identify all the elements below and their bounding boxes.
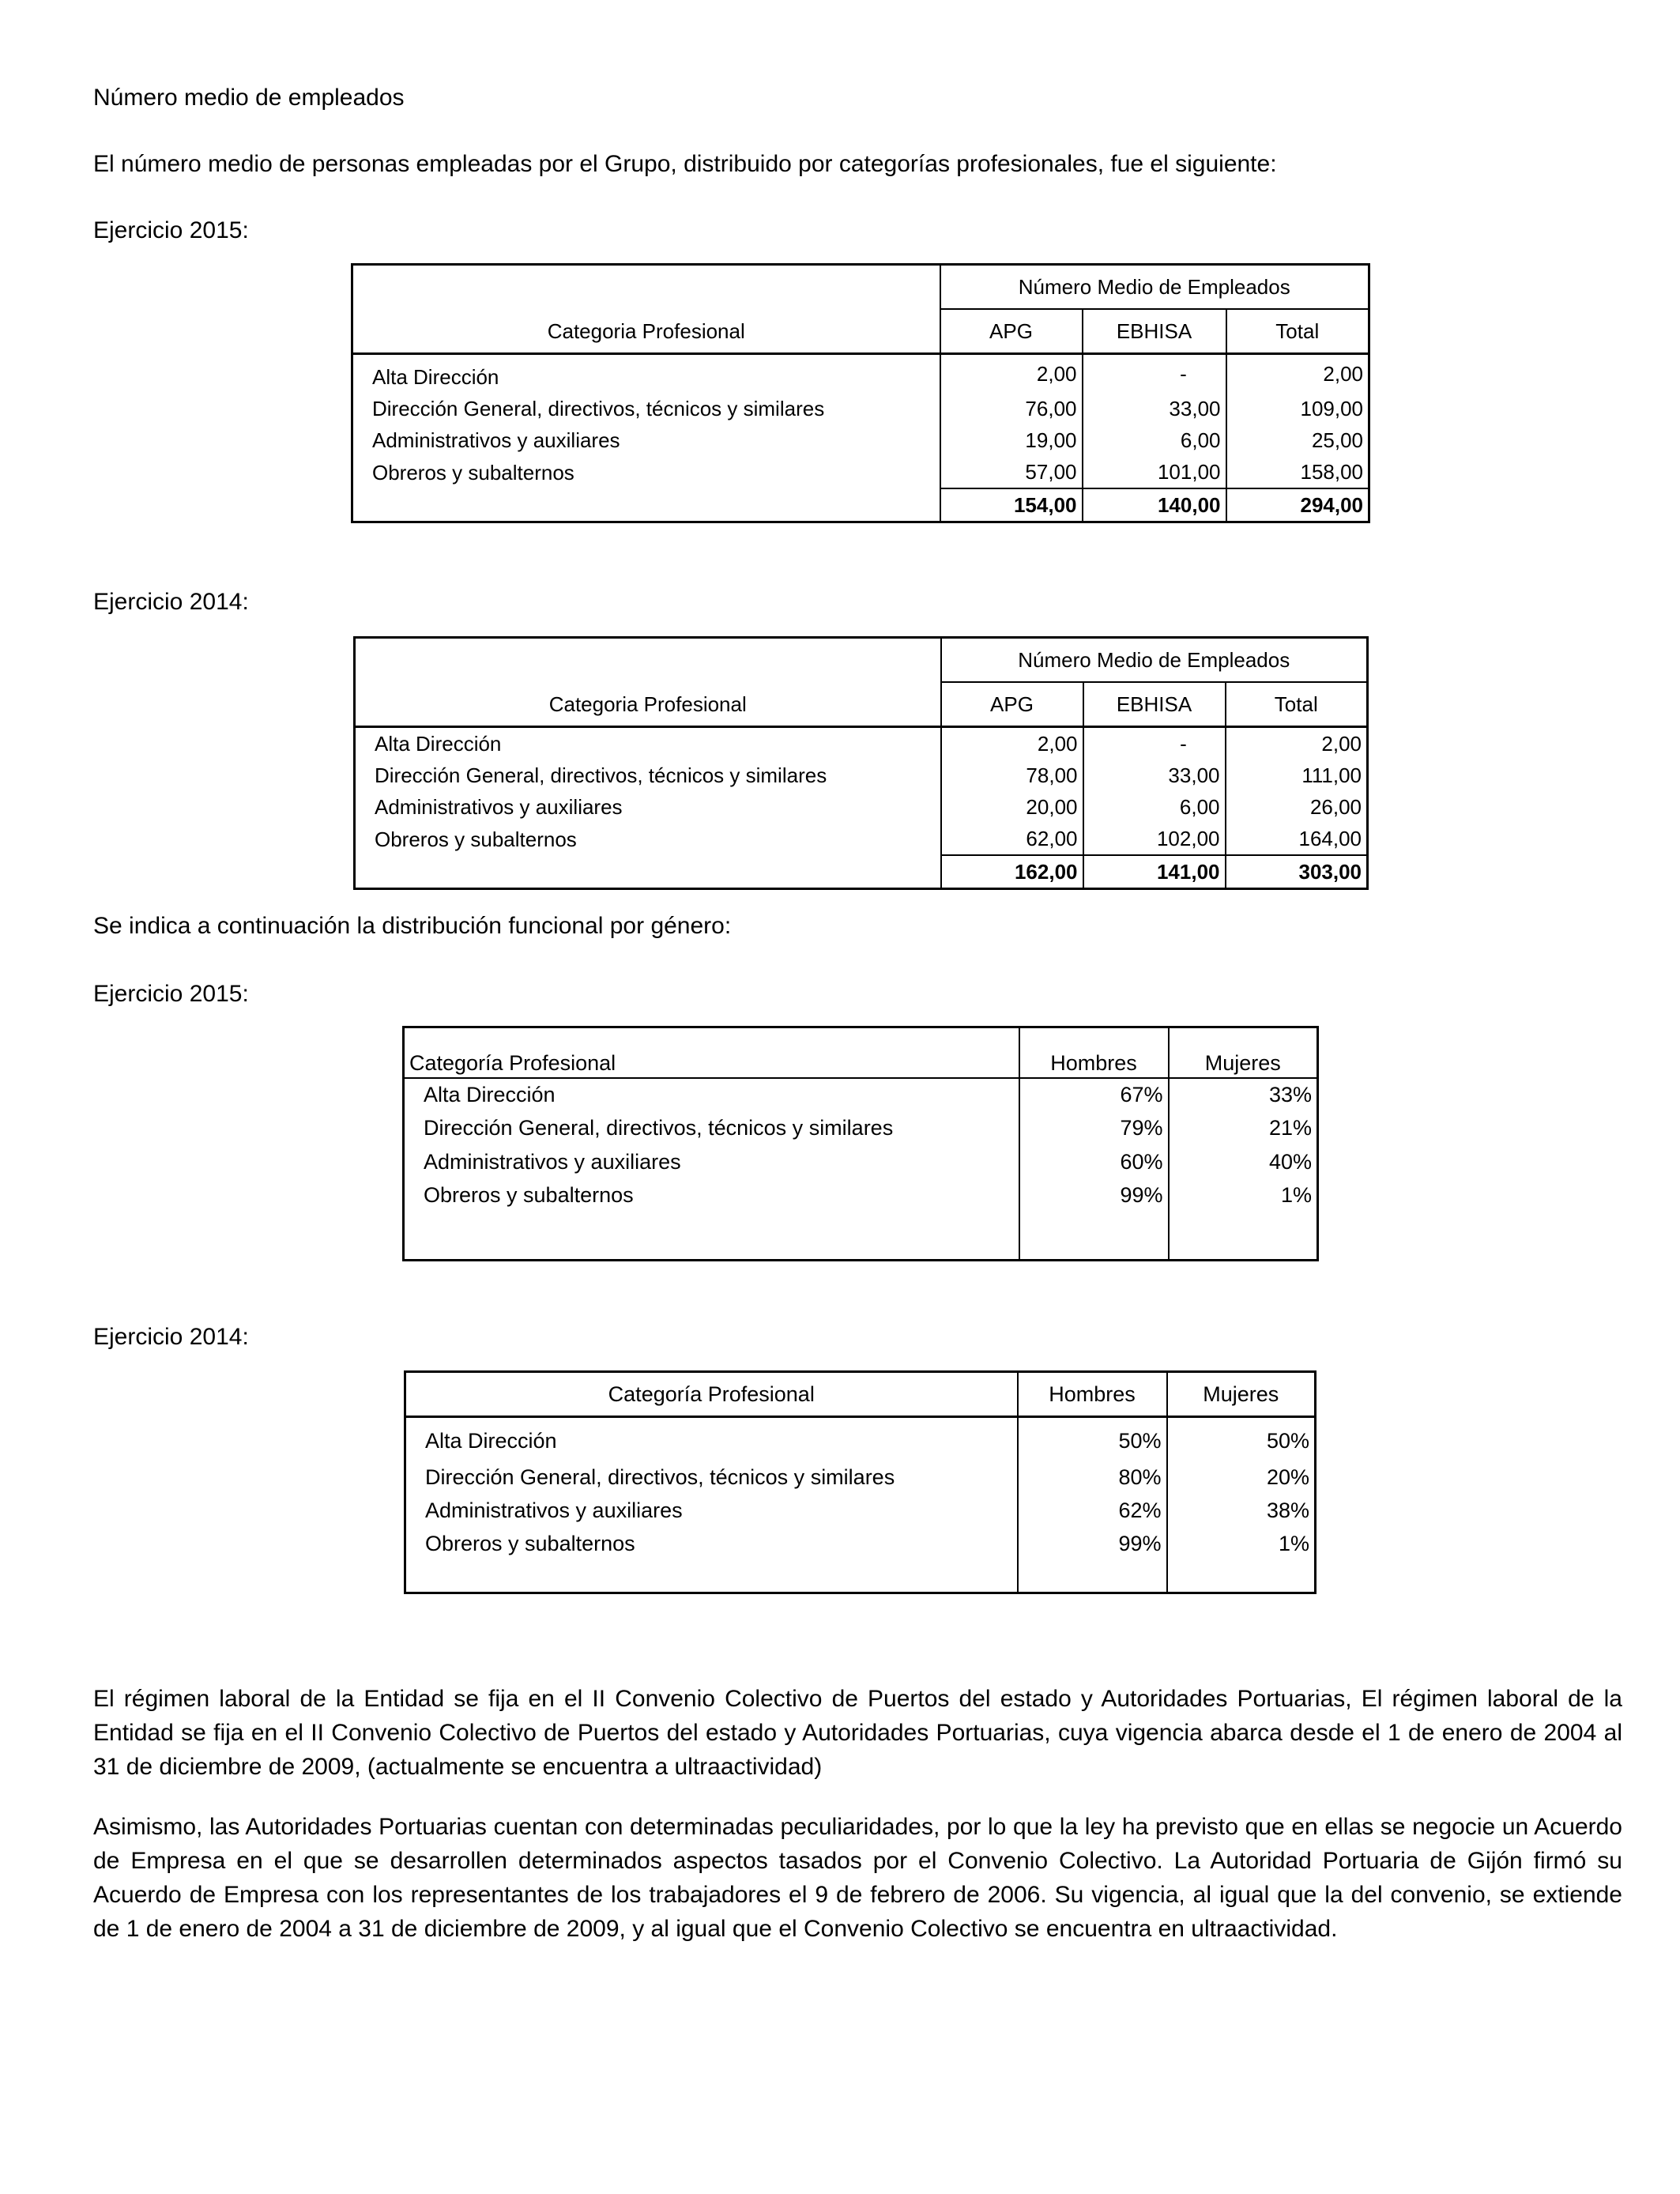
paragraph-acuerdo-empresa: Asimismo, las Autoridades Portuarias cuentan con determinadas peculiaridades, por lo que la ley ha previsto que en ellas se negocie un Acuerdo de Empresa en el que se desarrollen determinados aspectos tasados por el Convenio Colectivo. La Autoridad Portuaria de Gijón firmó su Acuerdo de Empresa con los representantes de los trabajadores el 9 de febrero de 2006. Su vigencia, al igual que la del convenio, se extiende de 1 de enero de 2004 a 31 de diciembre de 2009, y al igual que el Convenio Colectivo se encuentra en ultraactividad. xyxy=(93,1814,1622,1942)
gender-2015-table xyxy=(402,1026,1319,1261)
table-row: Administrativos y auxiliares 60% 40% xyxy=(404,1145,1318,1178)
table-row: Obreros y subalternos 99% 1% xyxy=(405,1527,1316,1560)
table-row: Obreros y subalternos 62,00 102,00 164,00 xyxy=(355,823,1368,855)
paragraph-regimen-laboral: El régimen laboral de la Entidad se fija en el II Convenio Colectivo de Puertos del estado y Autoridades Portuarias, El régimen laboral de la Entidad se fija en el II Convenio Colectivo de Puertos del estado y Autoridades Portuarias, cuya vigencia abarca desde el 1 de enero de 2004 al 31 de diciembre de 2009, (actualmente se encuentra a ultraactividad) xyxy=(93,1686,1622,1780)
header-empty xyxy=(352,265,940,310)
table-row: Obreros y subalternos 57,00 101,00 158,00 xyxy=(352,456,1369,488)
table-row: Administrativos y auxiliares 20,00 6,00 26,00 xyxy=(355,791,1368,823)
table-row: Administrativos y auxiliares 62% 38% xyxy=(405,1494,1316,1527)
total-total: 303,00 xyxy=(1226,855,1368,889)
table-row: Dirección General, directivos, técnicos y similares 80% 20% xyxy=(405,1461,1316,1494)
label-ejercicio-2015-gender: Ejercicio 2015: xyxy=(93,981,249,1007)
employees-2015-table xyxy=(351,263,1370,523)
label-ejercicio-2014-employees: Ejercicio 2014: xyxy=(93,589,249,615)
table-row: Obreros y subalternos 99% 1% xyxy=(404,1178,1318,1212)
total-ebhisa: 140,00 xyxy=(1083,488,1226,522)
intro-text: El número medio de personas empleadas por el Grupo, distribuido por categorías profesionales, fue el siguiente: xyxy=(93,151,1277,177)
employees-2014-table xyxy=(353,636,1369,890)
col-hombres: Hombres xyxy=(1019,1049,1169,1078)
table-row: Dirección General, directivos, técnicos y similares 78,00 33,00 111,00 xyxy=(355,760,1368,791)
col-apg: APG xyxy=(941,682,1083,727)
category-header: Categoria Profesional xyxy=(355,682,941,727)
col-mujeres: Mujeres xyxy=(1169,1049,1318,1078)
group-header: Número Medio de Empleados xyxy=(940,265,1369,310)
col-hombres: Hombres xyxy=(1018,1372,1167,1417)
total-apg: 162,00 xyxy=(941,855,1083,889)
col-apg: APG xyxy=(940,309,1083,354)
totals-row xyxy=(352,488,1369,522)
group-header: Número Medio de Empleados xyxy=(941,638,1368,683)
label-ejercicio-2015-employees: Ejercicio 2015: xyxy=(93,217,249,243)
table-row: Alta Dirección 67% 33% xyxy=(404,1078,1318,1110)
total-total: 294,00 xyxy=(1226,488,1369,522)
table-row: Administrativos y auxiliares 19,00 6,00 25,00 xyxy=(352,424,1369,456)
col-ebhisa: EBHISA xyxy=(1083,682,1226,727)
col-total: Total xyxy=(1226,682,1368,727)
total-ebhisa: 141,00 xyxy=(1083,855,1226,889)
table-row: Alta Dirección 2,00 - 2,00 xyxy=(352,354,1369,394)
table-row: Alta Dirección 50% 50% xyxy=(405,1417,1316,1461)
category-header: Categoria Profesional xyxy=(352,309,940,354)
gender-2014-table xyxy=(404,1370,1317,1594)
col-total: Total xyxy=(1226,309,1369,354)
col-ebhisa: EBHISA xyxy=(1083,309,1226,354)
table-row: Dirección General, directivos, técnicos y similares 76,00 33,00 109,00 xyxy=(352,393,1369,424)
table-row: Dirección General, directivos, técnicos y similares 79% 21% xyxy=(404,1110,1318,1145)
totals-row xyxy=(355,855,1368,889)
col-mujeres: Mujeres xyxy=(1167,1372,1316,1417)
total-apg: 154,00 xyxy=(940,488,1083,522)
category-header: Categoría Profesional xyxy=(405,1372,1018,1417)
section-heading: Número medio de empleados xyxy=(93,85,405,111)
category-header: Categoría Profesional xyxy=(404,1049,1019,1078)
gender-intro: Se indica a continuación la distribución funcional por género: xyxy=(93,913,732,939)
table-row: Alta Dirección 2,00 - 2,00 xyxy=(355,727,1368,760)
label-ejercicio-2014-gender: Ejercicio 2014: xyxy=(93,1324,249,1350)
